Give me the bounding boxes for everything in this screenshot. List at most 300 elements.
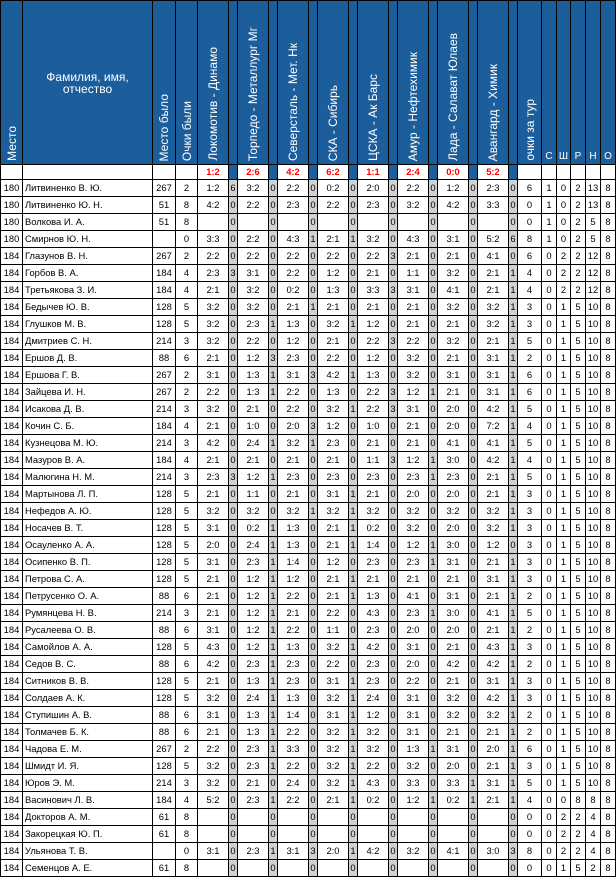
points-cell: 1 (349, 571, 358, 588)
points-cell: 1 (509, 418, 518, 435)
name-cell: Ульянова Т. В. (23, 843, 153, 860)
prediction-cell: 2:3 (398, 554, 429, 571)
name-cell: Осауленко А. А. (23, 537, 153, 554)
stat-cell: 2 (571, 231, 586, 248)
prediction-cell: 2:2 (278, 758, 309, 775)
place-cell: 184 (1, 333, 23, 350)
stat-cell: 0 (557, 792, 571, 809)
prediction-cell: 3:1 (398, 639, 429, 656)
points-cell: 0 (469, 231, 478, 248)
place-cell: 180 (1, 214, 23, 231)
points-cell: 3 (309, 843, 318, 860)
prev-points-cell: 5 (176, 503, 198, 520)
prediction-cell: 0:2 (318, 180, 349, 197)
points-cell: 0 (229, 571, 238, 588)
prev-place-cell: 184 (153, 265, 176, 282)
tour-points-cell: 0 (518, 197, 542, 214)
points-cell: 0 (429, 435, 438, 452)
place-cell: 184 (1, 571, 23, 588)
points-cell: 1 (509, 554, 518, 571)
stat-cell: 8 (601, 605, 616, 622)
stat-cell: 8 (601, 265, 616, 282)
table-row (1, 180, 616, 197)
table-row (1, 724, 616, 741)
participants-body (1, 180, 616, 877)
points-cell: 0 (469, 384, 478, 401)
stat-cell: 8 (601, 792, 616, 809)
prev-points-cell: 2 (176, 248, 198, 265)
stat-cell: 10 (586, 639, 601, 656)
points-cell: 0 (309, 724, 318, 741)
prediction-cell: 3:2 (398, 350, 429, 367)
name-cell: Глушков М. В. (23, 316, 153, 333)
prev-points-cell: 5 (176, 571, 198, 588)
table-row (1, 571, 616, 588)
stat-cell: 8 (601, 707, 616, 724)
prev-points-cell: 6 (176, 656, 198, 673)
points-cell: 1 (509, 520, 518, 537)
points-cell: 0 (429, 639, 438, 656)
table-row (1, 384, 616, 401)
prediction-cell: 1:2 (318, 265, 349, 282)
prediction-cell (318, 214, 349, 231)
points-cell: 0 (389, 469, 398, 486)
stat-cell: 10 (586, 418, 601, 435)
points-cell: 0 (309, 758, 318, 775)
prediction-cell: 2:0 (318, 843, 349, 860)
prediction-cell (398, 809, 429, 826)
prediction-cell: 2:3 (278, 197, 309, 214)
prev-place-cell: 128 (153, 554, 176, 571)
prev-points-cell: 4 (176, 792, 198, 809)
prediction-cell: 2:4 (278, 775, 309, 792)
points-cell: 0 (269, 860, 278, 877)
prediction-cell: 3:2 (398, 503, 429, 520)
stat-cell: 0 (542, 316, 557, 333)
stat-cell: 1 (557, 333, 571, 350)
points-cell: 1 (509, 571, 518, 588)
points-cell: 0 (229, 231, 238, 248)
points-cell: 0 (349, 809, 358, 826)
place-cell: 184 (1, 724, 23, 741)
points-cell: 1 (269, 741, 278, 758)
points-cell: 0 (429, 350, 438, 367)
prediction-cell: 2:2 (318, 197, 349, 214)
place-cell: 184 (1, 826, 23, 843)
prediction-cell: 1:2 (398, 384, 429, 401)
points-cell: 0 (229, 690, 238, 707)
stat-cell: 8 (571, 792, 586, 809)
prediction-cell: 3:1 (198, 520, 229, 537)
stat-cell: 8 (601, 554, 616, 571)
col-match-6: Амур - Нефтехимик (398, 1, 429, 165)
stat-cell: 5 (571, 537, 586, 554)
prediction-cell: 1:0 (238, 418, 269, 435)
stat-cell: 0 (557, 214, 571, 231)
name-cell: Ситников В. В. (23, 673, 153, 690)
table-row (1, 792, 616, 809)
prediction-cell: 2:3 (318, 435, 349, 452)
points-cell: 0 (229, 401, 238, 418)
points-cell: 3 (229, 469, 238, 486)
col-tour-points: очки за тур (518, 1, 542, 165)
points-cell: 0 (469, 282, 478, 299)
place-cell: 184 (1, 588, 23, 605)
points-cell: 0 (429, 571, 438, 588)
points-cell: 3 (389, 333, 398, 350)
place-cell: 184 (1, 690, 23, 707)
points-cell: 0 (229, 486, 238, 503)
prediction-cell: 3:2 (278, 435, 309, 452)
prediction-cell (238, 809, 269, 826)
points-cell: 0 (349, 384, 358, 401)
stat-cell: 0 (542, 469, 557, 486)
tour-points-cell: 4 (518, 265, 542, 282)
prediction-cell: 3:1 (198, 707, 229, 724)
stat-cell: 2 (557, 843, 571, 860)
points-cell: 0 (469, 180, 478, 197)
stat-cell: 1 (557, 775, 571, 792)
prediction-cell: 1:2 (238, 350, 269, 367)
prediction-cell: 2:3 (318, 469, 349, 486)
col-prev-place: Место было (153, 1, 176, 165)
stat-cell: 0 (542, 809, 557, 826)
points-cell: 0 (429, 197, 438, 214)
points-cell: 0 (429, 588, 438, 605)
prediction-cell: 2:2 (318, 350, 349, 367)
points-cell: 0 (469, 197, 478, 214)
prediction-cell (278, 826, 309, 843)
prediction-cell: 2:2 (278, 384, 309, 401)
prediction-cell: 2:1 (478, 486, 509, 503)
prediction-cell: 4:3 (358, 775, 389, 792)
points-cell: 1 (349, 843, 358, 860)
prediction-cell: 2:1 (278, 486, 309, 503)
stat-cell: 0 (542, 588, 557, 605)
tour-points-cell: 2 (518, 350, 542, 367)
stat-cell: 8 (601, 367, 616, 384)
name-cell: Глазунов В. Н. (23, 248, 153, 265)
points-cell: 0 (229, 282, 238, 299)
prediction-cell: 2:1 (238, 452, 269, 469)
points-cell: 1 (349, 231, 358, 248)
table-row (1, 214, 616, 231)
stat-cell: 1 (557, 537, 571, 554)
points-cell: 0 (309, 486, 318, 503)
stat-cell: 8 (601, 860, 616, 877)
stat-cell: 8 (601, 350, 616, 367)
prediction-cell: 3:2 (398, 197, 429, 214)
stat-cell: 0 (542, 673, 557, 690)
name-cell: Волкова И. А. (23, 214, 153, 231)
prediction-cell: 2:3 (198, 265, 229, 282)
points-cell: 0 (349, 299, 358, 316)
table-row (1, 860, 616, 877)
points-cell: 0 (309, 860, 318, 877)
header-row (1, 1, 616, 165)
points-cell: 0 (389, 707, 398, 724)
col-sh: Ш (557, 1, 571, 165)
points-cell: 1 (269, 571, 278, 588)
prediction-cell: 1:2 (238, 622, 269, 639)
prev-points-cell: 5 (176, 639, 198, 656)
prediction-cell: 3:1 (478, 367, 509, 384)
prev-points-cell: 3 (176, 435, 198, 452)
points-cell: 1 (509, 333, 518, 350)
prediction-cell: 2:2 (398, 180, 429, 197)
prediction-cell: 1:2 (238, 469, 269, 486)
points-cell: 1 (509, 265, 518, 282)
prediction-cell: 3:2 (318, 758, 349, 775)
prev-place-cell: 128 (153, 316, 176, 333)
stat-cell: 2 (571, 282, 586, 299)
points-cell: 0 (269, 333, 278, 350)
stat-cell: 0 (542, 537, 557, 554)
points-cell: 0 (309, 333, 318, 350)
prediction-cell: 1:3 (278, 537, 309, 554)
prev-points-cell: 4 (176, 282, 198, 299)
prediction-cell: 3:2 (198, 758, 229, 775)
prediction-cell: 2:1 (318, 792, 349, 809)
points-cell: 0 (349, 826, 358, 843)
points-cell: 0 (349, 282, 358, 299)
prediction-cell (398, 860, 429, 877)
stat-cell: 8 (601, 214, 616, 231)
prediction-cell: 2:2 (358, 758, 389, 775)
prediction-cell (238, 860, 269, 877)
prev-points-cell: 4 (176, 265, 198, 282)
stat-cell: 10 (586, 520, 601, 537)
prediction-cell: 2:2 (398, 673, 429, 690)
tour-points-cell: 6 (518, 741, 542, 758)
prediction-cell: 2:4 (238, 690, 269, 707)
prediction-cell: 1:3 (238, 724, 269, 741)
prediction-cell: 2:3 (438, 469, 469, 486)
table-row (1, 622, 616, 639)
prediction-cell: 3:2 (198, 299, 229, 316)
points-cell: 0 (229, 503, 238, 520)
tour-points-cell: 4 (518, 418, 542, 435)
prev-points-cell: 8 (176, 214, 198, 231)
table-row (1, 775, 616, 792)
prev-points-cell: 8 (176, 809, 198, 826)
points-cell: 0 (469, 860, 478, 877)
points-cell: 1 (349, 401, 358, 418)
points-cell: 0 (389, 724, 398, 741)
prediction-cell: 3:1 (438, 231, 469, 248)
prediction-cell: 2:0 (198, 537, 229, 554)
name-cell: Докторов А. М. (23, 809, 153, 826)
stat-cell: 8 (601, 775, 616, 792)
prediction-cell: 2:1 (478, 622, 509, 639)
points-cell: 1 (509, 588, 518, 605)
prediction-cell: 2:3 (238, 741, 269, 758)
points-cell: 1 (269, 588, 278, 605)
points-cell: 0 (389, 486, 398, 503)
table-row (1, 486, 616, 503)
prediction-cell: 2:1 (198, 418, 229, 435)
result-2: 2:6 (238, 165, 269, 180)
stat-cell: 10 (586, 690, 601, 707)
points-cell: 1 (429, 741, 438, 758)
points-cell: 1 (429, 605, 438, 622)
prediction-cell: 3:2 (358, 741, 389, 758)
table-row (1, 520, 616, 537)
tour-points-cell: 3 (518, 299, 542, 316)
prediction-cell: 2:1 (278, 605, 309, 622)
points-cell: 1 (349, 503, 358, 520)
prediction-cell: 2:3 (398, 469, 429, 486)
points-cell: 0 (269, 197, 278, 214)
points-cell: 1 (509, 486, 518, 503)
prediction-cell: 0:2 (278, 282, 309, 299)
points-cell: 0 (469, 265, 478, 282)
prev-place-cell (153, 231, 176, 248)
points-cell: 1 (349, 775, 358, 792)
table-row (1, 469, 616, 486)
points-cell: 0 (389, 656, 398, 673)
name-cell: Васинович Л. В. (23, 792, 153, 809)
points-cell: 0 (429, 520, 438, 537)
col-prev-points: Очки были (176, 1, 198, 165)
prediction-cell: 4:3 (278, 231, 309, 248)
stat-cell: 1 (557, 673, 571, 690)
stat-cell: 0 (542, 758, 557, 775)
points-cell: 1 (309, 299, 318, 316)
points-cell: 0 (349, 605, 358, 622)
points-cell: 0 (389, 231, 398, 248)
stat-cell: 8 (601, 384, 616, 401)
points-cell: 0 (509, 214, 518, 231)
points-cell: 0 (509, 826, 518, 843)
points-cell: 0 (469, 367, 478, 384)
stat-cell: 8 (601, 486, 616, 503)
col-match-2: Торпедо - Металлург Мг (238, 1, 269, 165)
points-cell: 0 (469, 809, 478, 826)
points-cell: 0 (389, 588, 398, 605)
prediction-cell: 3:2 (318, 316, 349, 333)
stat-cell: 10 (586, 605, 601, 622)
prediction-cell: 2:2 (278, 792, 309, 809)
table-row (1, 401, 616, 418)
points-cell: 0 (429, 248, 438, 265)
stat-cell: 8 (601, 690, 616, 707)
points-cell: 0 (269, 826, 278, 843)
col-c: С (542, 1, 557, 165)
prediction-cell: 4:1 (478, 248, 509, 265)
points-cell: 1 (309, 503, 318, 520)
prediction-cell: 7:2 (478, 418, 509, 435)
col-match-3: Северсталь - Мет. Нк (278, 1, 309, 165)
table-row (1, 537, 616, 554)
stat-cell: 5 (571, 418, 586, 435)
points-cell: 0 (389, 418, 398, 435)
points-cell: 1 (509, 673, 518, 690)
prev-place-cell: 184 (153, 418, 176, 435)
name-cell: Ступишин А. В. (23, 707, 153, 724)
prediction-cell: 3:1 (438, 554, 469, 571)
prediction-cell: 3:2 (398, 843, 429, 860)
prediction-cell: 2:3 (278, 673, 309, 690)
prediction-cell: 2:2 (278, 724, 309, 741)
name-cell: Самойлов А. А. (23, 639, 153, 656)
points-cell: 1 (349, 316, 358, 333)
prediction-cell: 1:1 (238, 486, 269, 503)
place-cell: 184 (1, 741, 23, 758)
prediction-cell: 2:1 (238, 775, 269, 792)
prediction-cell: 0:2 (238, 520, 269, 537)
place-cell: 184 (1, 520, 23, 537)
stat-cell: 8 (601, 197, 616, 214)
prediction-cell: 3:2 (318, 741, 349, 758)
stat-cell: 5 (571, 758, 586, 775)
prediction-cell: 4:2 (198, 435, 229, 452)
prev-place-cell: 61 (153, 809, 176, 826)
name-cell: Румянцева Н. В. (23, 605, 153, 622)
points-cell: 1 (429, 384, 438, 401)
prediction-cell (358, 809, 389, 826)
prediction-cell: 3:3 (278, 741, 309, 758)
name-cell: Дмитриев С. Н. (23, 333, 153, 350)
prediction-cell: 3:1 (398, 724, 429, 741)
prev-place-cell: 88 (153, 724, 176, 741)
points-cell: 1 (349, 486, 358, 503)
points-cell: 1 (349, 673, 358, 690)
points-cell: 0 (429, 860, 438, 877)
prediction-cell: 3:2 (398, 520, 429, 537)
prediction-cell: 2:1 (198, 673, 229, 690)
stat-cell: 4 (586, 843, 601, 860)
tour-points-cell: 5 (518, 605, 542, 622)
prediction-cell (198, 214, 229, 231)
stat-cell: 0 (557, 180, 571, 197)
points-cell: 1 (429, 537, 438, 554)
name-cell: Осипенко В. П. (23, 554, 153, 571)
prediction-cell: 3:3 (438, 775, 469, 792)
points-cell: 3 (389, 452, 398, 469)
prev-points-cell: 5 (176, 537, 198, 554)
stat-cell: 8 (601, 180, 616, 197)
prediction-cell: 3:2 (278, 503, 309, 520)
points-cell: 0 (429, 758, 438, 775)
points-cell: 0 (269, 180, 278, 197)
prediction-cell: 2:3 (358, 554, 389, 571)
prediction-cell: 2:2 (358, 248, 389, 265)
prev-place-cell: 128 (153, 639, 176, 656)
points-cell: 1 (269, 520, 278, 537)
name-cell: Петрова С. А. (23, 571, 153, 588)
prediction-cell: 2:1 (438, 571, 469, 588)
points-cell: 1 (429, 554, 438, 571)
prediction-cell: 2:1 (398, 435, 429, 452)
points-cell: 1 (269, 656, 278, 673)
prediction-cell: 3:2 (478, 316, 509, 333)
points-cell: 0 (469, 843, 478, 860)
points-cell: 0 (309, 741, 318, 758)
tour-points-cell: 5 (518, 775, 542, 792)
points-cell: 0 (229, 418, 238, 435)
points-cell: 0 (269, 248, 278, 265)
prediction-cell: 2:1 (198, 282, 229, 299)
points-cell: 0 (389, 673, 398, 690)
prediction-cell: 3:1 (278, 367, 309, 384)
tour-points-cell: 4 (518, 452, 542, 469)
prediction-cell: 2:1 (478, 333, 509, 350)
prediction-cell: 3:1 (398, 282, 429, 299)
prediction-cell (478, 809, 509, 826)
prediction-cell (358, 860, 389, 877)
stat-cell: 10 (586, 707, 601, 724)
